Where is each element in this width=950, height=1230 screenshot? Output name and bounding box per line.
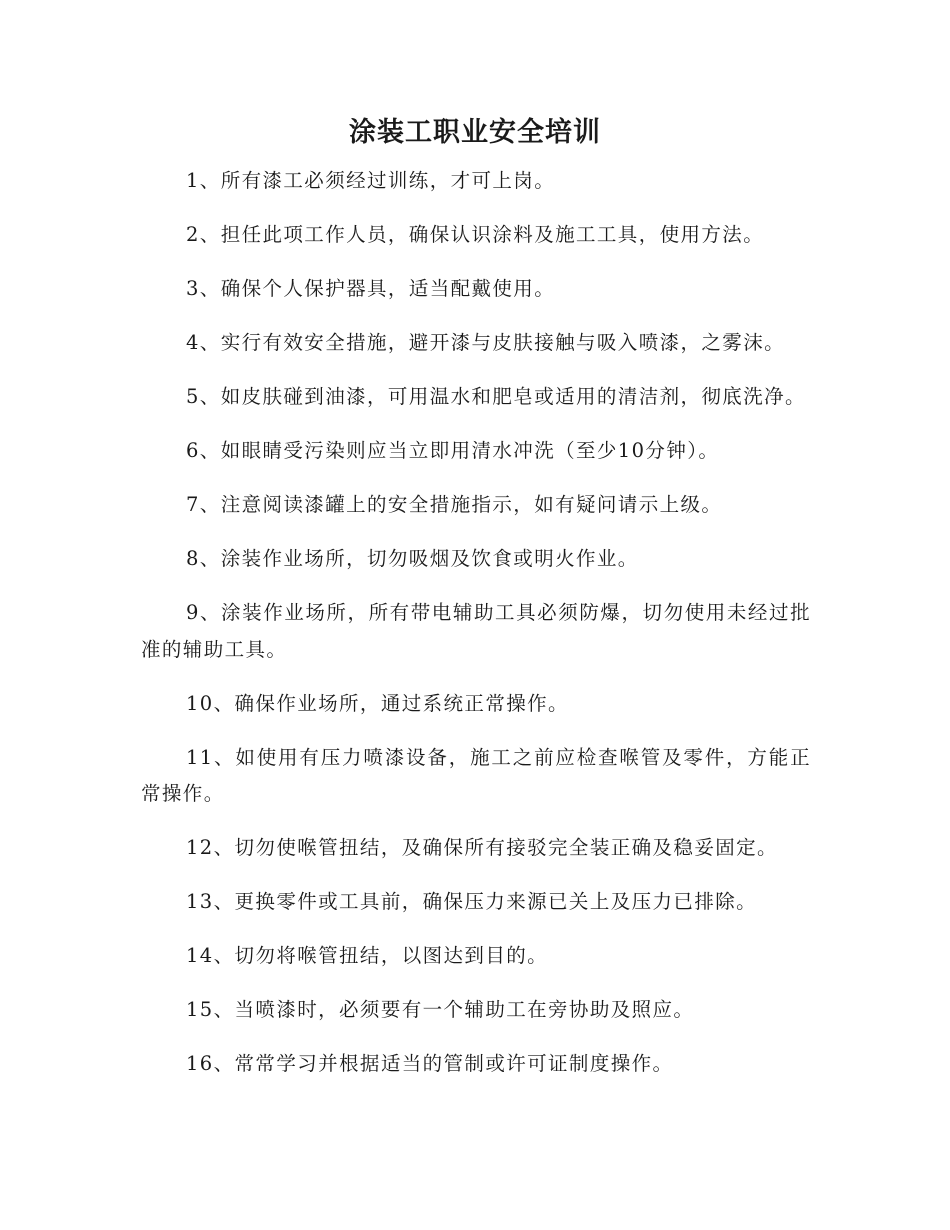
- rule-item-2: 2、担任此项工作人员，确保认识涂料及施工工具，使用方法。: [186, 223, 765, 246]
- rule-item-1: 1、所有漆工必须经过训练，才可上岗。: [186, 169, 556, 192]
- rule-item-6: 6、如眼睛受污染则应当立即用清水冲洗（至少10分钟）。: [186, 439, 720, 462]
- safety-rules-list: [141, 163, 811, 1100]
- rule-item-9: 9、涂装作业场所，所有带电辅助工具必须防爆，切勿使用未经过批准的辅助工具。: [141, 601, 811, 661]
- rule-item-7: 7、注意阅读漆罐上的安全措施指示，如有疑问请示上级。: [186, 493, 723, 516]
- rule-item-12: 12、切勿使喉管扭结，及确保所有接驳完全装正确及稳妥固定。: [186, 836, 778, 859]
- rule-item-14: 14、切勿将喉管扭结，以图达到目的。: [186, 944, 549, 967]
- rule-item-11: 11、如使用有压力喷漆设备，施工之前应检查喉管及零件，方能正常操作。: [141, 745, 811, 805]
- document-title: 涂装工职业安全培训: [349, 117, 601, 148]
- rule-item-15: 15、当喷漆时，必须要有一个辅助工在旁协助及照应。: [186, 998, 695, 1021]
- rule-item-10: 10、确保作业场所，通过系统正常操作。: [186, 691, 569, 715]
- rule-item-3: 3、确保个人保护器具，适当配戴使用。: [186, 277, 556, 300]
- rule-item-4: 4、实行有效安全措施，避开漆与皮肤接触与吸入喷漆，之雾沫。: [186, 331, 786, 354]
- rule-item-13: 13、更换零件或工具前，确保压力来源已关上及压力已排除。: [186, 890, 758, 913]
- rule-item-5: 5、如皮肤碰到油漆，可用温水和肥皂或适用的清洁剂，彻底洗净。: [186, 385, 806, 408]
- rule-item-16: 16、常常学习并根据适当的管制或许可证制度操作。: [186, 1052, 674, 1075]
- rule-item-8: 8、涂装作业场所，切勿吸烟及饮食或明火作业。: [186, 547, 639, 570]
